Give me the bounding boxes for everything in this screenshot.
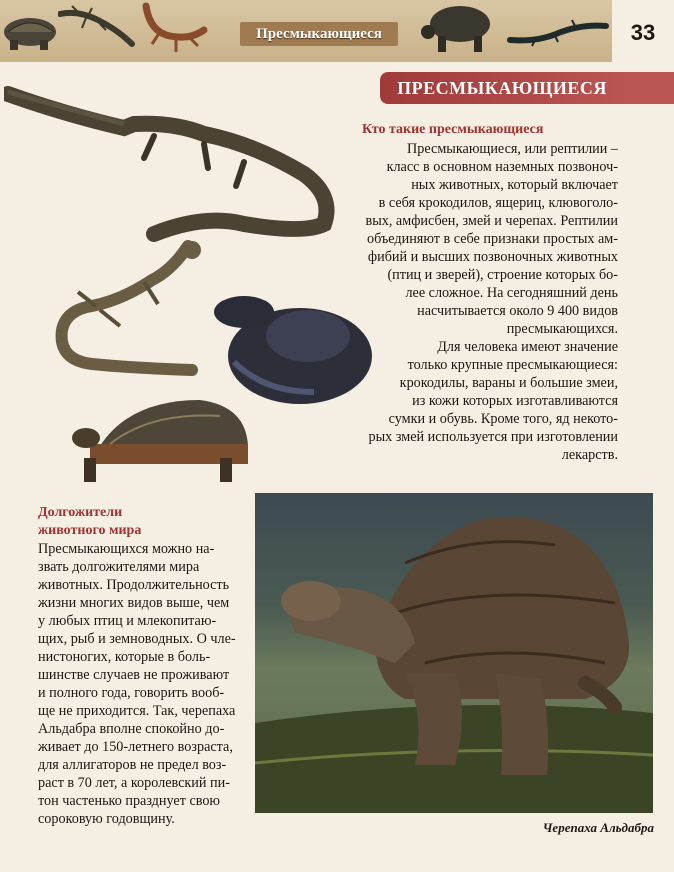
text-line: класс в основном наземных позвоноч- (386, 159, 618, 175)
text-line: жизни многих видов выше, чем (38, 595, 230, 611)
page-number: 33 (612, 0, 674, 62)
text-line: сороковую годовщину. (38, 811, 175, 827)
photo-caption: Черепаха Альдабра (542, 820, 654, 835)
gecko-icon (140, 2, 210, 58)
text-line: Пресмыкающихся можно на- (38, 541, 215, 557)
text-line: рых змей используется при изготовлении (368, 429, 618, 445)
text-line: тон частенько празднует свою (38, 793, 221, 809)
text-line: для аллигаторов не предел воз- (38, 757, 227, 773)
text-line: ще не приходится. Так, черепаха (38, 703, 236, 719)
longevity-text (38, 540, 238, 828)
aldabra-tortoise-photo (255, 493, 653, 813)
turtle-icon (418, 2, 498, 58)
text-line: Альдабра вполне спокойно до- (38, 721, 225, 737)
section-banner-tab (624, 72, 674, 104)
box-turtle-illustration (70, 392, 254, 490)
text-line: ных животных, который включает (411, 177, 618, 193)
intro-heading: Кто такие пресмыкающиеся (362, 122, 544, 137)
text-line: живает до 150-летнего возраста, (38, 739, 233, 755)
text-line: объединяют в себе признаки простых ам- (367, 231, 618, 247)
text-line: сумки и обувь. Кроме того, яд некото- (388, 411, 618, 427)
lizard-icon (58, 4, 138, 54)
longevity-heading (38, 504, 141, 540)
text-line: вых, амфисбен, змей и черепах. Рептилии (365, 213, 618, 229)
text-line: нистоногих, которые в боль- (38, 649, 211, 665)
text-line: Пресмыкающиеся, или рептилии – (407, 141, 618, 157)
chapter-title-label: Пресмыкающиеся (240, 22, 398, 46)
text-line: из кожи которых изготавливаются (412, 393, 618, 409)
text-line: щих, рыб и земноводных. О чле- (38, 631, 236, 647)
aldabra-tortoise-illustration (255, 493, 653, 813)
salamander-icon (506, 14, 610, 50)
text-line: и полного года, говорить вооб- (38, 685, 225, 701)
text-line: звать долгожителями мира (38, 559, 200, 575)
text-line: крокодилы, вараны и большие змеи, (399, 375, 618, 391)
text-line: раст в 70 лет, а королевский пи- (38, 775, 230, 791)
text-line: у любых птиц и млекопитаю- (38, 613, 217, 629)
lizard-illustration (22, 240, 212, 380)
longevity-heading-line: животного мира (38, 523, 142, 538)
text-line: Для человека имеют значение (437, 339, 618, 355)
text-line: насчитывается около 9 400 видов (417, 303, 618, 319)
text-line: лекарств. (561, 447, 618, 463)
section-banner: ПРЕСМЫКАЮЩИЕСЯ (380, 72, 624, 104)
text-line: пресмыкающихся. (506, 321, 618, 337)
text-line: животных. Продолжительность (38, 577, 230, 593)
text-line: фибий и высших позвоночных животных (367, 249, 618, 265)
text-line: только крупные пресмыкающиеся: (407, 357, 618, 373)
header-band (0, 0, 612, 62)
text-line: лее сложное. На сегодняшний день (405, 285, 618, 301)
text-line: (птиц и зверей), строение которых бо- (387, 267, 618, 283)
tortoise-icon (0, 10, 62, 54)
intro-text (270, 140, 618, 464)
text-line: в себя крокодилов, ящериц, клювоголо- (378, 195, 618, 211)
longevity-heading-line: Долгожители (38, 505, 123, 520)
text-line: шинстве случаев не проживают (38, 667, 230, 683)
